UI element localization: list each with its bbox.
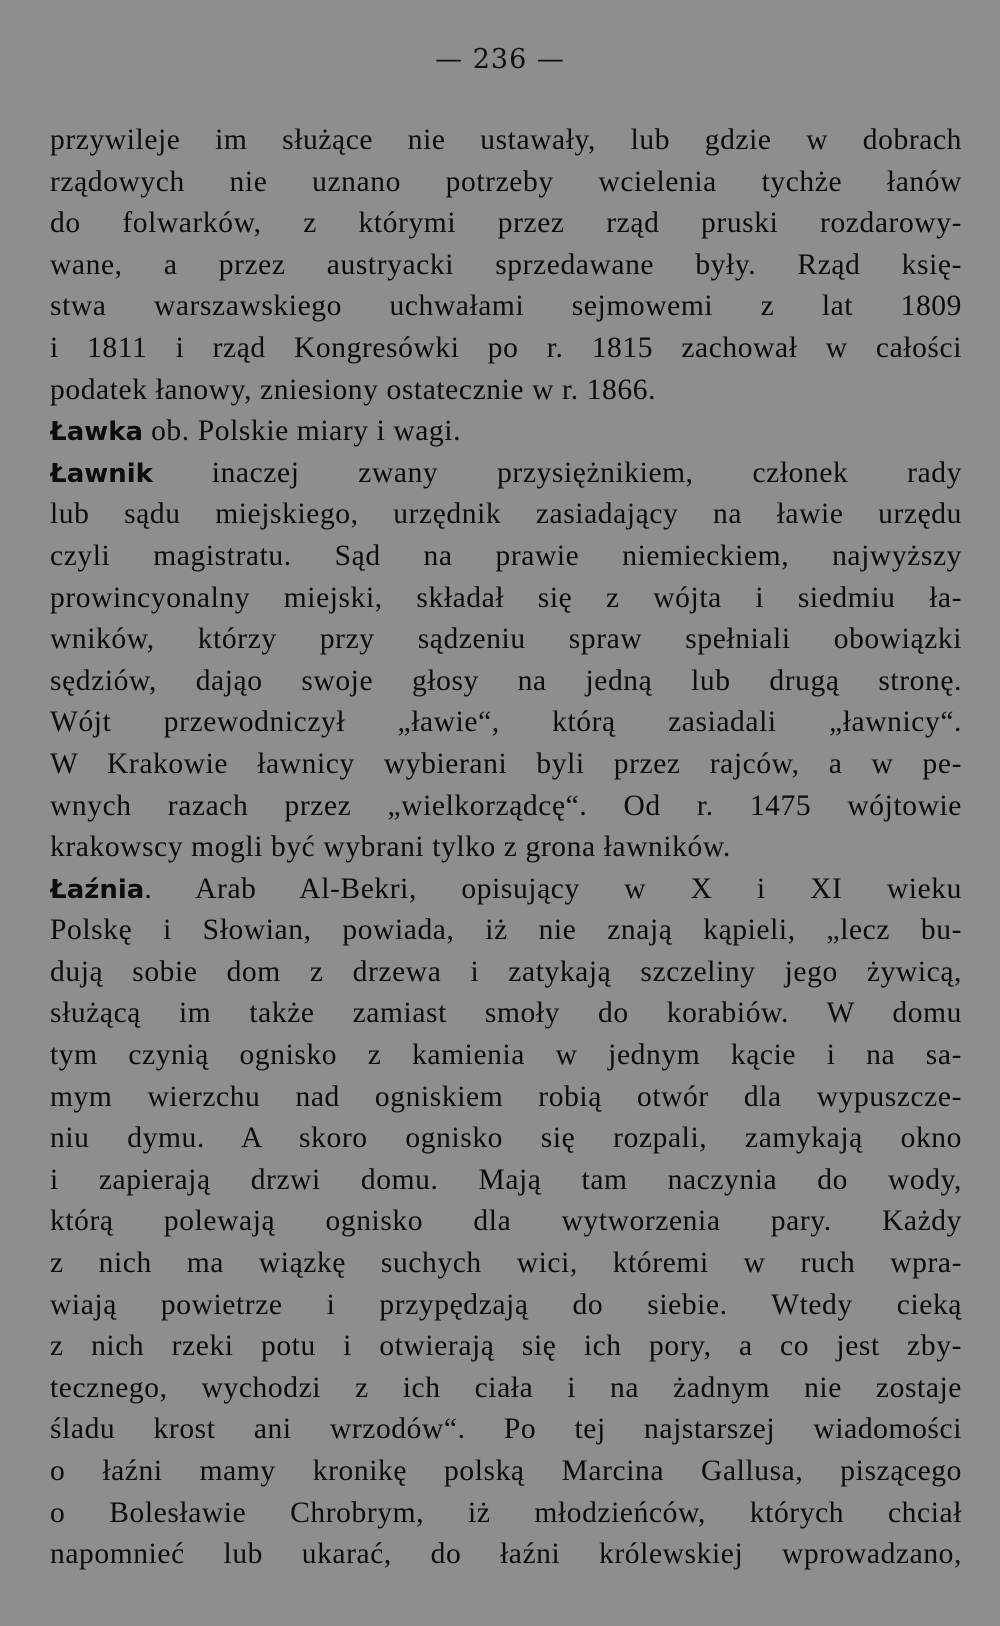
text-line: wników, którzy przy sądzeniu spraw spełniali obowiązki: [50, 623, 962, 656]
text-line: przywileje im służące nie ustawały, lub gdzie w dobrach: [50, 124, 962, 156]
entry-laznia-first-line: . Arab Al-Bekri, opisujący w X i XI wieku: [144, 872, 962, 905]
text-line: stwa warszawskiego uchwałami sejmowemi z lat 1809: [50, 290, 962, 323]
text-line: służącą im także zamiast smoły do korabiów. W domu: [50, 997, 962, 1030]
text-line: wane, a przez austryacki sprzedawane były. Rząd księ-: [50, 248, 962, 281]
text-line: do folwarków, z którymi przez rząd pruski rozdarowy-: [50, 207, 962, 240]
headword-lawnik: Ławnik: [50, 458, 153, 489]
text-line: dują sobie dom z drzewa i zatykają szczeliny jego żywicą,: [50, 955, 962, 988]
text-line: tym czynią ognisko z kamienia w jednym kącie i na sa-: [50, 1039, 962, 1072]
text-line: Wójt przewodniczył „ławie“, którą zasiadali „ławnicy“.: [50, 706, 962, 739]
text-line: czyli magistratu. Sąd na prawie niemieckiem, najwyższy: [50, 539, 962, 572]
text-line: śladu krost ani wrzodów“. Po tej najstarszej wiadomości: [50, 1413, 962, 1446]
entry-laznia: [50, 869, 962, 911]
text-line: z nich rzeki potu i otwierają się ich pory, a co jest zby-: [50, 1330, 962, 1363]
text-line: o Bolesławie Chrobrym, iż młodzieńców, których chciał: [50, 1496, 962, 1529]
text-line: tecznego, wychodzi z ich ciała i na żadnym nie zostaje: [50, 1371, 962, 1404]
text-line: mym wierzchu nad ogniskiem robią otwór dla wypuszcze-: [50, 1080, 962, 1113]
text-line: podatek łanowy, zniesiony ostatecznie w r. 1866.: [50, 373, 657, 406]
text-line: sędziów, dająo swoje głosy na jedną lub drugą stronę.: [50, 664, 962, 697]
page-number: — 236 —: [435, 44, 565, 75]
text-line: wnych razach przez „wielkorządcę“. Od r. 1475 wójtowie: [50, 789, 962, 822]
entry-lawnik: [50, 453, 962, 495]
text-line: wiają powietrze i przypędzają do siebie. Wtedy cieką: [50, 1288, 962, 1321]
text-line: rządowych nie uznano potrzeby wcielenia tychże łanów: [50, 165, 962, 198]
page-body-text: [50, 120, 962, 1576]
entry-lawka-text: ob. Polskie miary i wagi.: [143, 415, 462, 448]
text-line: Polskę i Słowian, powiada, iż nie znają kąpieli, „lecz bu-: [50, 914, 962, 947]
text-line: krakowscy mogli być wybrani tylko z grona ławników.: [50, 831, 731, 864]
text-line: o łaźni mamy kronikę polską Marcina Gallusa, piszącego: [50, 1455, 962, 1487]
text-line: i 1811 i rząd Kongresówki po r. 1815 zachował w całości: [50, 331, 962, 364]
text-line: niu dymu. A skoro ognisko się rozpali, zamykają okno: [50, 1122, 962, 1155]
entry-lawnik-first-line: inaczej zwany przysiężnikiem, członek rady: [152, 456, 962, 489]
text-line: W Krakowie ławnicy wybierani byli przez rajców, a w pe-: [50, 747, 962, 780]
text-line: którą polewają ognisko dla wytworzenia pary. Każdy: [50, 1205, 962, 1238]
text-line: lub sądu miejskiego, urzędnik zasiadający na ławie urzędu: [50, 498, 962, 531]
headword-laznia: Łaźnia: [50, 874, 145, 905]
text-line: napomnieć lub ukarać, do łaźni królewskiej wprowadzano,: [50, 1538, 962, 1571]
headword-lawka: Ławka: [50, 417, 144, 448]
text-line: z nich ma wiązkę suchych wici, któremi w ruch wpra-: [50, 1247, 962, 1280]
entry-lawka: [50, 411, 962, 453]
text-line: prowincyonalny miejski, składał się z wójta i siedmiu ła-: [50, 581, 962, 614]
text-line: i zapierają drzwi domu. Mają tam naczynia do wody,: [50, 1163, 962, 1196]
